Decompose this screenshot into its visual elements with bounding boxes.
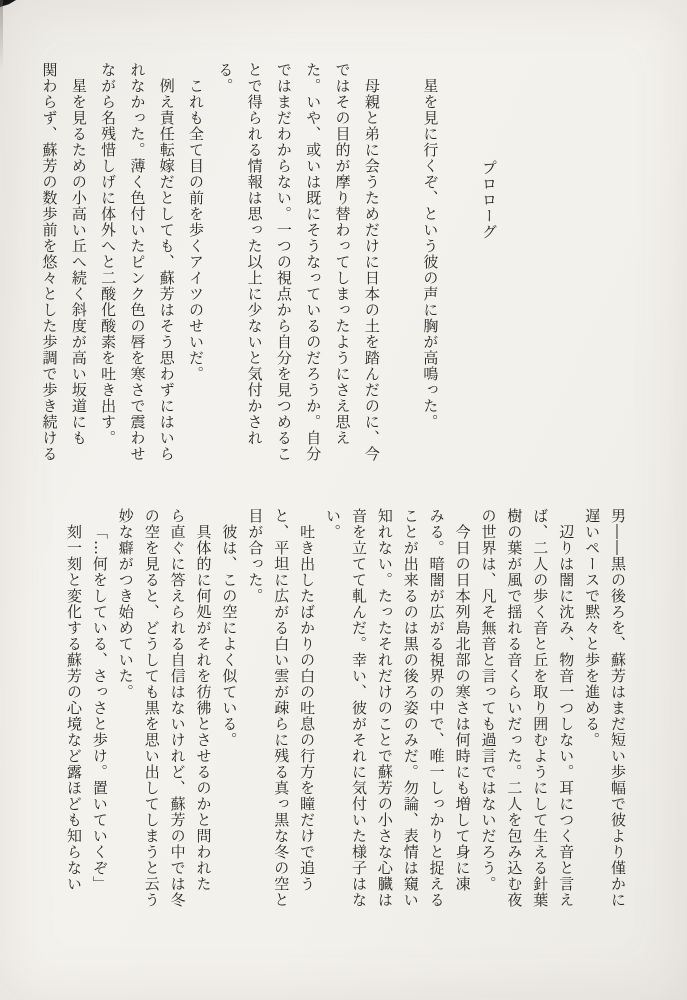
text-column: 男――黒の後ろを、蘇芳はまだ短い歩幅で彼より僅かに bbox=[609, 508, 627, 908]
text-column: これも全て目の前を歩くアイツのせいだ。 bbox=[187, 78, 206, 382]
text-column: 知れない。たったそれだけのことで蘇芳の小さな心臓は bbox=[375, 508, 394, 908]
text-column: 星を見るための小高い丘へ続く斜度が高い坂道にも bbox=[69, 78, 88, 446]
text-column: 彼は、この空によく似ている。 bbox=[220, 524, 239, 748]
text-column: 辺りは闇に沈み、物音一つしない。耳につく音と言え bbox=[557, 524, 576, 908]
text-column: い。 bbox=[324, 508, 343, 540]
text-column: る。 bbox=[216, 62, 235, 94]
text-column: の世界は、凡そ無音と言っても過言ではないだろう。 bbox=[479, 508, 498, 892]
bottom-text-block bbox=[60, 508, 630, 920]
prologue-heading: プロローグ bbox=[480, 160, 498, 240]
text-column: 具体的に何処がそれを彷彿とさせるのかと問われた bbox=[194, 524, 213, 892]
text-column: 目が合った。 bbox=[246, 508, 265, 604]
text-column: 今日の日本列島北部の寒さは何時にも増して身に凍 bbox=[453, 524, 472, 892]
text-column: 妙な癖がつき始めていた。 bbox=[116, 508, 135, 700]
text-column: ら直ぐに答えられる自信はないけれど、蘇芳の中では冬 bbox=[168, 508, 187, 908]
text-column: みる。暗闇が広がる視界の中で、唯一しっかりと捉える bbox=[427, 508, 446, 908]
text-column: 母親と弟に会うためだけに日本の土を踏んだのに、今 bbox=[362, 78, 381, 462]
text-column: 例え責任転嫁だとしても、蘇芳はそう思わずにはいら bbox=[157, 78, 176, 462]
text-column: 音を立てて軋んだ。幸い、彼がそれに気付いた様子はな bbox=[349, 508, 368, 908]
blank-column bbox=[444, 62, 473, 466]
text-column: ではまだわからない。一つの視点から自分を見つめるこ bbox=[274, 62, 293, 462]
text-column: 樹の葉が風で揺れる音くらいだった。二人を包み込む夜 bbox=[505, 508, 524, 908]
dialogue-column: 「…何をしている、さっさと歩け。置いていくぞ」 bbox=[90, 524, 109, 892]
text-column: 星を見に行くぞ、という彼の声に胸が高鳴った。 bbox=[421, 78, 440, 430]
text-column: とで得られる情報は思った以上に少ないと気付かされ bbox=[245, 62, 264, 446]
text-column: ば、二人の歩く音と丘を取り囲むようにして生える針葉 bbox=[531, 508, 550, 908]
text-column: の空を見ると、どうしても黒を思い出してしまうと云う bbox=[142, 508, 161, 908]
text-column: ことが出来るのは黒の後ろ姿のみだ。勿論、表情は窺い bbox=[401, 508, 420, 908]
text-column: れなかった。薄く色付いたピンク色の唇を寒さで震わせ bbox=[128, 62, 147, 462]
text-column: と、平坦に広がる白い雲が疎らに残る真っ黒な冬の空と bbox=[272, 508, 291, 908]
text-column: 関わらず、蘇芳の数歩前を悠々とした歩調で歩き続ける bbox=[40, 62, 59, 462]
text-column: 刻一刻と変化する蘇芳の心境など露ほども知らない bbox=[64, 524, 83, 892]
top-text-block bbox=[34, 62, 503, 466]
text-column: ながら名残惜しげに体外へと二酸化酸素を吐き出す。 bbox=[99, 62, 118, 446]
blank-column bbox=[386, 62, 415, 466]
text-column: た。いや、或いは既にそうなっているのだろうか。自分 bbox=[304, 62, 323, 462]
text-column: 遅いペースで黙々と歩を進める。 bbox=[583, 508, 602, 748]
text-column: ではその目的が摩り替わってしまったようにさえ思え bbox=[333, 62, 352, 446]
scan-edge-smudge bbox=[0, 0, 3, 70]
text-column: 吐き出したばかりの白の吐息の行方を瞳だけで追う bbox=[298, 524, 317, 892]
